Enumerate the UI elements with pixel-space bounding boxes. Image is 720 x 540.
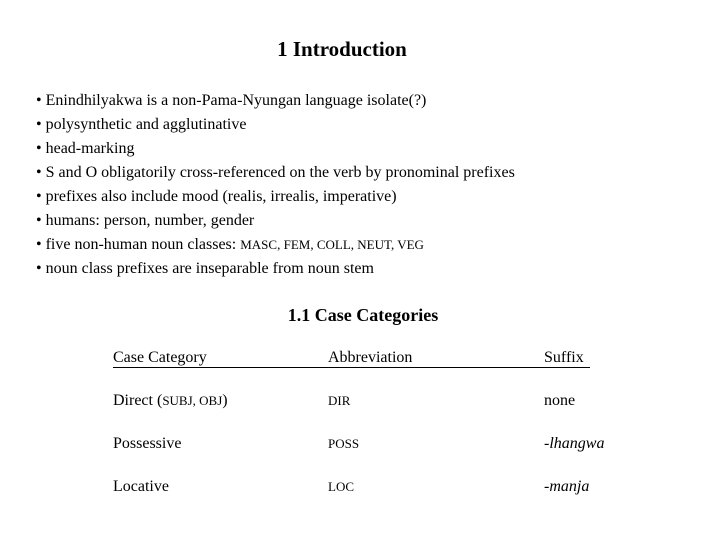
- header-underline: [113, 367, 590, 368]
- abbreviation-cell: LOC: [328, 479, 354, 494]
- case-category-text: Direct (: [113, 392, 163, 409]
- list-item: [36, 233, 515, 257]
- case-category-cell: Locative: [113, 478, 169, 495]
- list-item: • S and O obligatorily cross-referenced on the verb by pronominal prefixes: [36, 164, 515, 181]
- table-row: [113, 389, 593, 432]
- case-category-abbr: SUBJ, OBJ: [162, 393, 223, 408]
- list-item: • noun class prefixes are inseparable from noun stem: [36, 260, 374, 277]
- suffix-cell: none: [544, 392, 576, 409]
- table-row: [113, 432, 605, 475]
- list-item: • humans: person, number, gender: [36, 212, 255, 229]
- list-item: • prefixes also include mood (realis, irrealis, imperative): [36, 188, 397, 205]
- table-header-row: [113, 346, 593, 389]
- suffix-cell: -lhangwa: [544, 435, 605, 452]
- case-table: [113, 346, 605, 518]
- case-category-close: ): [222, 392, 228, 409]
- header-case-category: Case Category: [113, 349, 207, 366]
- suffix-cell: -manja: [544, 478, 590, 495]
- noun-class-list: MASC, FEM, COLL, NEUT, VEG: [240, 237, 424, 252]
- table-row: [113, 475, 593, 518]
- header-suffix: Suffix: [544, 349, 584, 366]
- page-title: 1 Introduction: [277, 37, 407, 61]
- case-category-cell: Possessive: [113, 435, 182, 452]
- list-item: • head-marking: [36, 140, 135, 157]
- list-item: • Enindhilyakwa is a non-Pama-Nyungan language isolate(?): [36, 92, 427, 109]
- list-item-text: • five non-human noun classes:: [36, 236, 241, 253]
- header-abbreviation: Abbreviation: [328, 349, 413, 366]
- abbreviation-cell: POSS: [328, 436, 360, 451]
- case-category-cell: [113, 389, 228, 413]
- list-item: • polysynthetic and agglutinative: [36, 116, 247, 133]
- bullet-list: [36, 89, 515, 281]
- abbreviation-cell: DIR: [328, 393, 351, 408]
- section-title: 1.1 Case Categories: [287, 305, 439, 325]
